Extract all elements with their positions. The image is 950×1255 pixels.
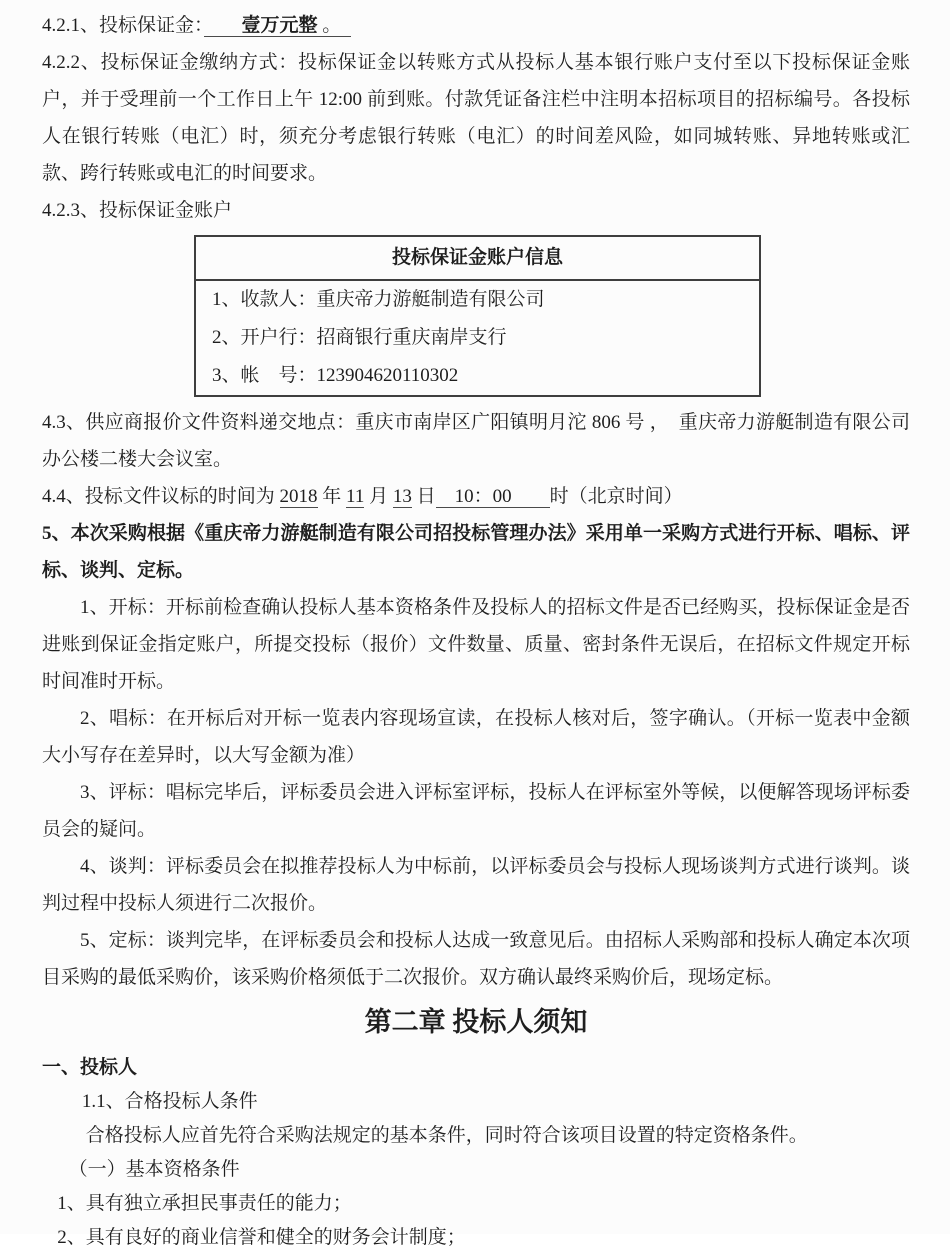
- deposit-amount: 壹万元整: [241, 15, 318, 36]
- blank-underline-lead: [204, 15, 242, 37]
- deposit-table-title: 投标保证金账户信息: [195, 236, 760, 280]
- para-4-4: [42, 478, 910, 515]
- para-5: 5、本次采购根据《重庆帝力游艇制造有限公司招投标管理办法》采用单一采购方式进行开标、唱标、评标、谈判、定标。: [42, 523, 910, 581]
- basic-qualification-heading: （一）基本资格条件: [68, 1159, 240, 1180]
- deposit-account-table: [194, 235, 761, 397]
- deposit-table-header-row: [195, 236, 760, 280]
- year-unit: 年: [317, 486, 347, 507]
- chapter-2-title: 第二章 投标人须知: [364, 1007, 588, 1037]
- deposit-payee-cell: 1、收款人：重庆帝力游艇制造有限公司: [212, 289, 545, 310]
- bid-time-underlined: 10：00: [435, 486, 550, 507]
- para-4-2-2: 4.2.2、投标保证金缴纳方式：投标保证金以转账方式从投标人基本银行账户支付至以下投标保证金账户，并于受理前一个工作日上午 12:00 前到账。付款凭证备注栏中注明本招标项目的招标编号。各投标人在银行转账（电汇）时，须充分考虑银行转账（电汇）的时间差风险，如同城转账、异地转账或汇款、跨行转账或电汇的时间要求。: [42, 52, 910, 184]
- basic-condition-1: 1、具有独立承担民事责任的能力；: [57, 1193, 352, 1214]
- table-row: [195, 357, 760, 396]
- para-1-1-qualified-bidder: 1.1、合格投标人条件: [81, 1091, 258, 1112]
- para-4-4-suffix: 时（北京时间）: [549, 486, 683, 507]
- para-4-3: 4.3、供应商报价文件资料递交地点：重庆市南岸区广阳镇明月沱 806 号 ， 重庆帝力游艇制造有限公司办公楼二楼大会议室。: [42, 412, 910, 470]
- deposit-account-number-cell: 3、帐 号：123904620110302: [212, 365, 459, 386]
- bid-year-underlined: 2018: [279, 486, 318, 507]
- table-row: [195, 280, 760, 319]
- blank-underline-tail: 。: [317, 15, 351, 36]
- para-4-4-prefix: 4.4、投标文件议标的时间为: [42, 486, 280, 507]
- basic-condition-2: 2、具有良好的商业信誉和健全的财务会计制度；: [57, 1227, 466, 1248]
- para-4-2-3: 4.2.3、投标保证金账户: [42, 200, 233, 221]
- procedure-item-read-bid: 2、唱标：在开标后对开标一览表内容现场宣读，在投标人核对后，签字确认。（开标一览表中金额大小写存在差异时，以大写金额为准）: [42, 708, 910, 766]
- para-4-2-1-label: 4.2.1、投标保证金：: [42, 15, 204, 36]
- table-row: [195, 319, 760, 357]
- procedure-item-award: 5、定标：谈判完毕，在评标委员会和投标人达成一致意见后。由招标人采购部和投标人确定本次项目采购的最低采购价，该采购价格须低于二次报价。双方确认最终采购价后，现场定标。: [42, 930, 910, 988]
- day-unit: 日: [411, 486, 436, 507]
- deposit-bank-cell: 2、开户行：招商银行重庆南岸支行: [212, 327, 507, 348]
- bidder-section-heading: 一、投标人: [42, 1057, 138, 1078]
- procedure-item-evaluate-bid: 3、评标：唱标完毕后，评标委员会进入评标室评标，投标人在评标室外等候，以便解答现场评标委员会的疑问。: [42, 782, 910, 840]
- bid-day-underlined: 13: [392, 486, 412, 507]
- bid-month-underlined: 11: [346, 486, 365, 507]
- procedure-item-negotiate: 4、谈判：评标委员会在拟推荐投标人为中标前，以评标委员会与投标人现场谈判方式进行谈判。谈判过程中投标人须进行二次报价。: [42, 856, 910, 914]
- month-unit: 月: [364, 486, 393, 507]
- qualified-bidder-intro: 合格投标人应首先符合采购法规定的基本条件，同时符合该项目设置的特定资格条件。: [85, 1125, 808, 1146]
- procedure-item-open-bid: 1、开标：开标前检查确认投标人基本资格条件及投标人的招标文件是否已经购买，投标保证金是否进账到保证金指定账户，所提交投标（报价）文件数量、质量、密封条件无误后，在招标文件规定开标时间准时开标。: [42, 597, 910, 692]
- para-4-2-1: [42, 7, 910, 44]
